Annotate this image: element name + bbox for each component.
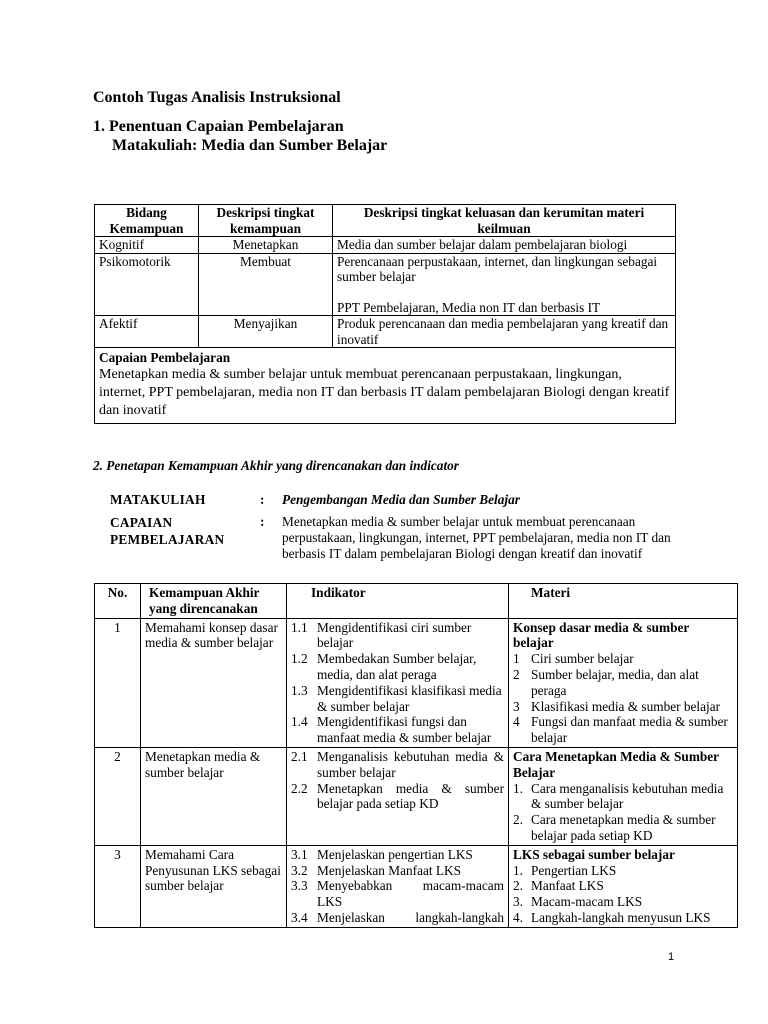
header-kemampuan: Kemampuan Akhir yang direncanakan xyxy=(141,584,287,619)
indikator-item: 3.2 Menjelaskan Manfaat LKS xyxy=(291,862,462,878)
capaian-text: Menetapkan media & sumber belajar untuk membuat perencanaan perpustakaan, lingkungan, internet, PPT pembelajaran, media non IT dan berbasis IT dalam pembelajaran Biologi dengan kreatif dan inovatif xyxy=(99,366,670,418)
cell-materi xyxy=(509,747,738,845)
header-no: No. xyxy=(95,584,141,619)
materi-item: 2. Cara menetapkan media & sumber belajar pada setiap KD xyxy=(513,812,716,843)
cell-materi xyxy=(333,253,676,316)
cell-no: 2 xyxy=(95,747,141,845)
cell-no: 3 xyxy=(95,845,141,927)
header-indikator: Indikator xyxy=(287,584,509,619)
table-header-row xyxy=(95,205,676,237)
capaian-meta-colon: : xyxy=(260,514,265,529)
cell-deskripsi: Menetapkan xyxy=(199,237,333,254)
cell-bidang: Psikomotorik xyxy=(95,253,199,316)
page-number: 1 xyxy=(668,951,675,963)
capaian-label: Capaian Pembelajaran xyxy=(99,350,231,365)
kemampuan-table xyxy=(94,583,738,928)
cell-kemampuan: Memahami Cara Penyusunan LKS sebagai sumber belajar xyxy=(141,845,287,927)
materi-title: Konsep dasar media & sumber belajar xyxy=(513,619,690,651)
cell-bidang: Kognitif xyxy=(95,237,199,254)
indikator-item: 1.2 Membedakan Sumber belajar, media, dan alat peraga xyxy=(291,651,477,682)
materi-item: 1 Ciri sumber belajar xyxy=(513,651,634,667)
cell-bidang: Afektif xyxy=(95,316,199,348)
indikator-item: 3.1 Menjelaskan pengertian LKS xyxy=(291,846,473,862)
materi-item: 2 Sumber belajar, media, dan alat peraga xyxy=(513,666,699,698)
header-materi: Materi xyxy=(509,584,738,619)
materi-text-2: PPT Pembelajaran, Media non IT dan berbasis IT xyxy=(337,299,601,315)
cell-indikator xyxy=(287,747,509,845)
indikator-item: 1.4 Mengidentifikasi fungsi dan manfaat media & sumber belajar xyxy=(291,714,492,746)
header-deskripsi: Deskripsi tingkat kemampuan xyxy=(199,205,333,237)
indikator-item: 2.2 Menetapkan media & sumber belajar pada setiap KD xyxy=(291,780,504,812)
materi-item: 3 Klasifikasi media & sumber belajar xyxy=(513,698,721,714)
materi-text: Perencanaan perpustakaan, internet, dan lingkungan sebagai sumber belajar xyxy=(337,253,658,284)
materi-item: 4 Fungsi dan manfaat media & sumber belajar xyxy=(513,714,728,746)
table-row xyxy=(95,747,738,845)
table-row xyxy=(95,316,676,348)
section2-heading: 2. Penetapan Kemampuan Akhir yang direncanakan dan indicator xyxy=(93,458,459,473)
section1-heading: 1. Penentuan Capaian Pembelajaran xyxy=(93,118,344,135)
materi-item: 1. Pengertian LKS xyxy=(513,862,617,878)
materi-item: 1. Cara menganalisis kebutuhan media & sumber belajar xyxy=(513,780,724,812)
matakuliah-value: Pengembangan Media dan Sumber Belajar xyxy=(282,492,520,507)
capaian-meta-value: Menetapkan media & sumber belajar untuk membuat perencanaan perpustakaan, lingkungan, internet, PPT pembelajaran, media non IT dan berbasis IT dalam pembelajaran Biologi dengan kreatif dan inovatif xyxy=(282,514,671,561)
cell-indikator xyxy=(287,845,509,927)
header-materi: Deskripsi tingkat keluasan dan kerumitan materi keilmuan xyxy=(333,205,676,237)
cell-kemampuan: Menetapkan media & sumber belajar xyxy=(141,747,287,845)
section1-subheading: Matakuliah: Media dan Sumber Belajar xyxy=(112,137,388,154)
document-title: Contoh Tugas Analisis Instruksional xyxy=(93,89,341,106)
cell-deskripsi: Membuat xyxy=(199,253,333,316)
materi-title: LKS sebagai sumber belajar xyxy=(513,846,675,862)
cell-no: 1 xyxy=(95,618,141,747)
matakuliah-label: MATAKULIAH xyxy=(110,492,206,507)
table-row xyxy=(95,237,676,254)
indikator-item: 1.1 Mengidentifikasi ciri sumber belajar xyxy=(291,619,472,651)
indikator-item: 3.4 Menjelaskan langkah-langkah xyxy=(291,909,504,925)
table-header-row xyxy=(95,584,738,619)
cell-materi: Produk perencanaan dan media pembelajaran yang kreatif dan inovatif xyxy=(333,316,676,348)
cell-materi: Media dan sumber belajar dalam pembelajaran biologi xyxy=(333,237,676,254)
cell-deskripsi: Menyajikan xyxy=(199,316,333,348)
indikator-item: 3.3 Menyebabkan macam-macam LKS xyxy=(291,878,504,910)
table-row xyxy=(95,845,738,927)
materi-item: 4. Langkah-langkah menyusun LKS xyxy=(513,909,711,925)
capaian-cell xyxy=(95,348,676,424)
table-row xyxy=(95,253,676,316)
header-bidang: Bidang Kemampuan xyxy=(95,205,199,237)
capaian-row xyxy=(95,348,676,424)
materi-item: 3. Macam-macam LKS xyxy=(513,894,643,910)
capaian-meta-label-line2: PEMBELAJARAN xyxy=(110,532,225,547)
matakuliah-colon: : xyxy=(260,492,265,507)
indikator-item: 2.1 Menganalisis kebutuhan media & sumber belajar xyxy=(291,748,504,780)
cell-materi xyxy=(509,618,738,747)
cell-indikator xyxy=(287,618,509,747)
cell-materi xyxy=(509,845,738,927)
table-row xyxy=(95,618,738,747)
indikator-item: 1.3 Mengidentifikasi klasifikasi media & sumber belajar xyxy=(291,682,502,714)
cell-kemampuan: Memahami konsep dasar media & sumber belajar xyxy=(141,618,287,747)
materi-title: Cara Menetapkan Media & Sumber Belajar xyxy=(513,748,719,780)
capaian-meta-label xyxy=(110,514,224,548)
materi-item: 2. Manfaat LKS xyxy=(513,878,604,894)
capaian-meta-label-line1: CAPAIAN xyxy=(110,515,173,530)
capaian-table xyxy=(94,204,676,424)
